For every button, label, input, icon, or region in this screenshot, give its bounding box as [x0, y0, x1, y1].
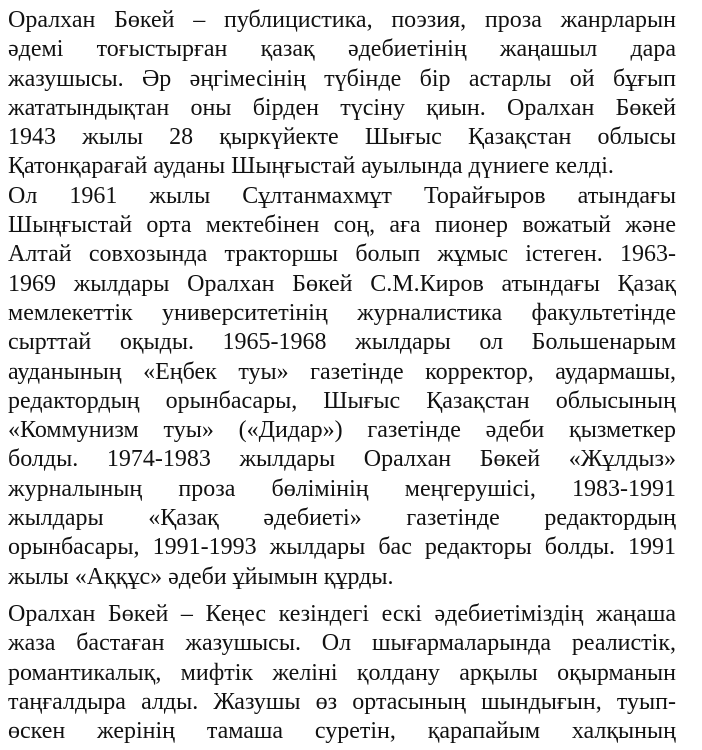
text-line: таңғалдыра алды. Жазушы өз ортасының шындығын, туып-	[8, 688, 676, 715]
text-line: журналының проза бөлімінің меңгерушісі, 1983-1991	[8, 475, 676, 502]
text-line: «Коммунизм туы» («Дидар») газетінде әдеби қызметкер	[8, 417, 676, 444]
text-line: жылдары «Қазақ әдебиеті» газетінде редактордың	[8, 505, 676, 532]
text-line: 1943 жылы 28 қыркүйекте Шығыс Қазақстан облысы	[8, 124, 676, 151]
text-line: Оралхан Бөкей – Кеңес кезіндегі ескі әдебиетіміздің жаңаша	[8, 600, 676, 627]
text-line: Ол 1961 жылы Сұлтанмахмұт Торайғыров атындағы	[8, 182, 676, 209]
text-line: жататындықтан оны бірден түсіну қиын. Оралхан Бөкей	[8, 94, 676, 121]
text-line: 1969 жылдары Оралхан Бөкей С.М.Киров атындағы Қазақ	[8, 270, 676, 297]
text-line: жылы «Аққұс» әдеби ұйымын құрды.	[8, 563, 394, 590]
text-line: редактордың орынбасары, Шығыс Қазақстан облысының	[8, 387, 676, 414]
text-line: Қатонқарағай ауданы Шыңғыстай ауылында дүниеге келді.	[8, 153, 614, 180]
text-line: Оралхан Бөкей – публицистика, поэзия, проза жанрларын	[8, 7, 676, 33]
document-body	[8, 6, 676, 746]
text-line: жазушысы. Әр әңгімесінің түбінде бір астарлы ой бұғып	[8, 65, 676, 92]
text-line: болды. 1974-1983 жылдары Оралхан Бөкей «Жұлдыз»	[8, 446, 676, 473]
text-line: Алтай совхозында тракторшы болып жұмыс істеген. 1963-	[8, 241, 676, 268]
text-line: мемлекеттік университетінің журналистика факультетінде	[8, 299, 676, 326]
paragraph-career	[8, 182, 676, 592]
text-line: сырттай оқыды. 1965-1968 жылдары ол Большенарым	[8, 329, 676, 356]
text-line: жаза бастаған жазушысы. Ол шығармаларында реалистік,	[8, 630, 676, 657]
text-line: романтикалық, мифтік желіні қолдану арқылы оқырманын	[8, 659, 676, 686]
text-line: Шыңғыстай орта мектебінен соң, аға пионер вожатый және	[8, 212, 676, 239]
text-line: өскен жерінің тамаша суретін, қарапайым халқының	[8, 718, 676, 745]
paragraph-literary-style	[8, 600, 676, 746]
paragraph-biography-intro	[8, 6, 676, 182]
text-line: әдемі тоғыстырған қазақ әдебиетінің жаңашыл дара	[8, 36, 676, 63]
text-line: ауданының «Еңбек туы» газетінде корректор, аудармашы,	[8, 358, 676, 385]
text-line: орынбасары, 1991-1993 жылдары бас редакторы болды. 1991	[8, 534, 676, 561]
